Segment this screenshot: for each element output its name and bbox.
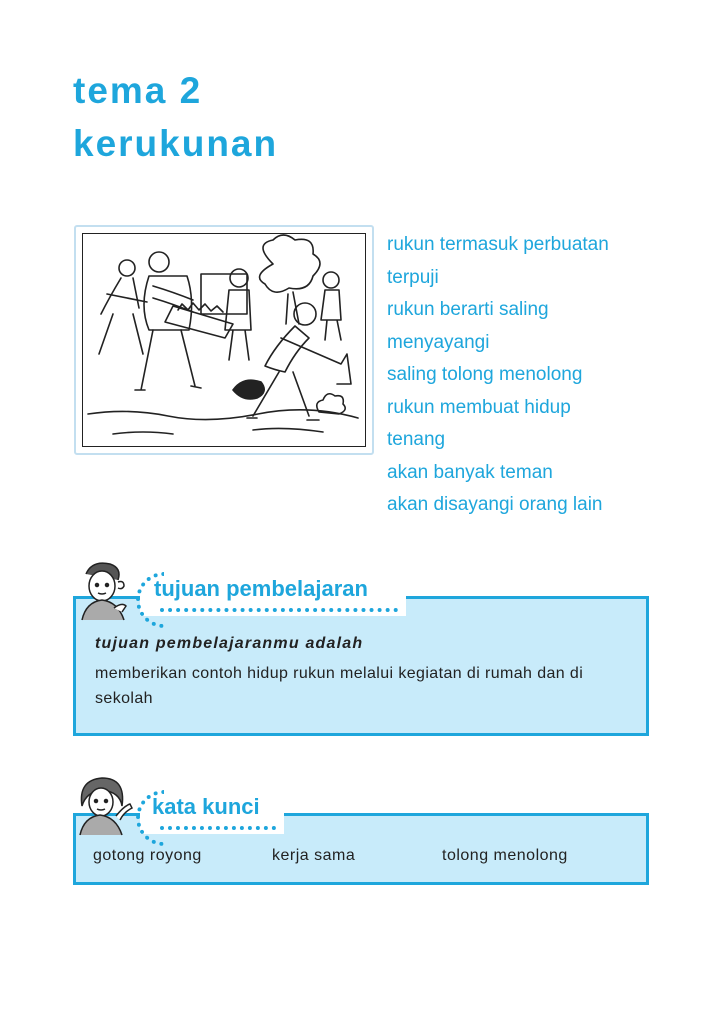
list-item: rukun membuat hidup bbox=[387, 396, 571, 418]
illustration bbox=[82, 233, 366, 447]
keyword-item: gotong royong bbox=[93, 847, 202, 864]
learning-goals-tag-label: tujuan pembelajaran bbox=[154, 576, 368, 601]
keywords-tag-label: kata kunci bbox=[152, 794, 260, 819]
illustration-frame bbox=[74, 225, 374, 455]
theme-title: kerukunan bbox=[73, 123, 279, 164]
keywords-tag bbox=[140, 790, 284, 834]
learning-goals-tag bbox=[140, 572, 406, 616]
dotted-underline bbox=[160, 826, 276, 830]
list-item: tenang bbox=[387, 429, 446, 450]
list-item: saling tolong menolong bbox=[387, 364, 583, 385]
keyword-item: kerja sama bbox=[272, 847, 356, 864]
keyword-item: tolong menolong bbox=[442, 847, 568, 864]
theme-points-list bbox=[387, 229, 609, 522]
boy-thinking-icon bbox=[74, 558, 136, 622]
children-working-together-illustration bbox=[83, 234, 363, 444]
girl-pointing-icon bbox=[72, 772, 136, 836]
dotted-underline bbox=[160, 608, 398, 612]
learning-goals-body: memberikan contoh hidup rukun melalui kegiatan di rumah dan di sekolah bbox=[95, 665, 584, 707]
list-item: rukun berarti saling bbox=[387, 299, 549, 320]
list-item: terpuji bbox=[387, 266, 439, 288]
list-item: menyayangi bbox=[387, 331, 490, 353]
list-item: akan disayangi orang lain bbox=[387, 494, 603, 515]
theme-label: tema 2 bbox=[73, 70, 203, 111]
learning-goals-heading: tujuan pembelajaranmu adalah bbox=[95, 635, 364, 652]
list-item: akan banyak teman bbox=[387, 461, 553, 483]
list-item: rukun termasuk perbuatan bbox=[387, 234, 609, 255]
